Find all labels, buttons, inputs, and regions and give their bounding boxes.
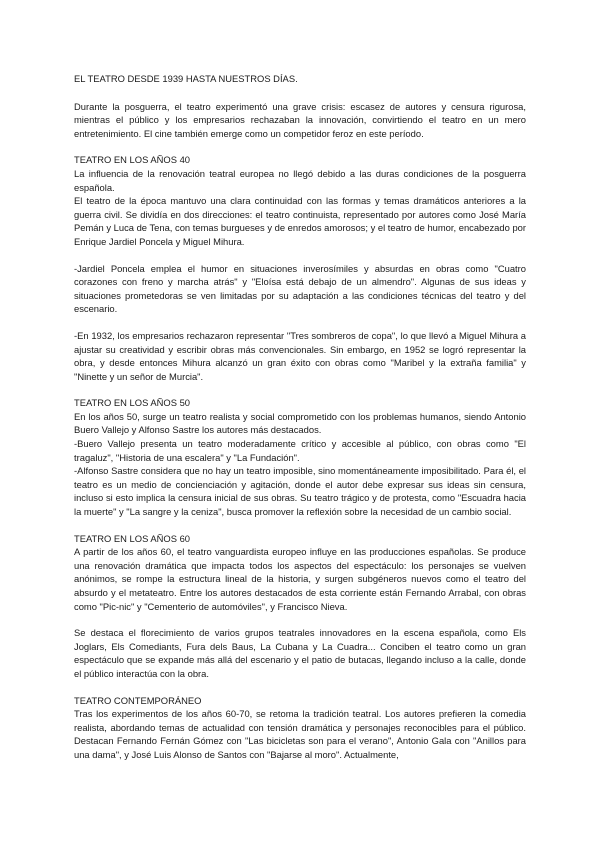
section-paragraph: -En 1932, los empresarios rechazaron representar "Tres sombreros de copa", lo que llevó a Miguel Mihura a ajustar su creatividad y escribir obras más convencionales. Sin embargo, en 1952 se logró representar la obra, y desde entonces Mihura alcanzó un gran éxito con obras como "Maribel y la extraña familia" y "Ninette y un señor de Murcia". [74, 329, 526, 382]
document-page [74, 72, 526, 775]
section-contemporary [74, 694, 526, 762]
section-50s [74, 396, 526, 518]
section-heading: TEATRO EN LOS AÑOS 60 [74, 532, 191, 544]
section-paragraph: -Alfonso Sastre considera que no hay un teatro imposible, sino momentáneamente imposibilitado. Para él, el teatro es un medio de concienciación y agitación, donde el autor debe expresar sus ideas sin censura, incluso si esto implica la censura inicial de sus obras. Su teatro trágico y de protesta, como "Escuadra hacia la muerte" y "La sangre y la ceniza", busca promover la reflexión sobre la necesidad de un cambio social. [74, 465, 526, 518]
section-paragraph: En los años 50, surge un teatro realista y social comprometido con los problemas humanos, siendo Antonio Buero Vallejo y Alfonso Sastre los autores más destacados. [74, 410, 526, 436]
section-paragraph: La influencia de la renovación teatral europea no llegó debido a las duras condiciones de la posguerra española. [74, 167, 526, 193]
section-heading: TEATRO EN LOS AÑOS 40 [74, 154, 191, 166]
section-heading: TEATRO EN LOS AÑOS 50 [74, 397, 191, 409]
section-paragraph: Se destaca el florecimiento de varios grupos teatrales innovadores en la escena española, como Els Joglars, Els Comediants, Fura dels Baus, La Cubana y La Cuadra... Conciben el teatro como un gran espectáculo que se expande más allá del escenario y el patio de butacas, llegando incluso a la calle, donde el público interactúa con la obra. [74, 627, 526, 679]
section-paragraph: A partir de los años 60, el teatro vanguardista europeo influye en las producciones españolas. Se produce una renovación dramática que impacta todos los aspectos del espectáculo: los personajes se vuelven anónimos, se rompe la estructura lineal de la historia, y surgen subgéneros nuevos como el teatro del absurdo y el metateatro. Entre los autores destacados de esta corriente están Fernando Arrabal, con obras como "Pic-nic" y "Cementerio de automóviles", y Francisco Nieva. [74, 546, 526, 612]
section-paragraph: -Buero Vallejo presenta un teatro moderadamente crítico y accesible al público, con obras como "El tragaluz", "Historia de una escalera" y "La Fundación". [74, 438, 526, 463]
section-60s [74, 532, 526, 681]
section-40s [74, 153, 526, 383]
intro-paragraph: Durante la posguerra, el teatro experimentó una grave crisis: escasez de autores y censura rigurosa, mientras el público y los empresarios rechazaban la innovación, convirtiendo el teatro en un mero entretenimiento. El cine también emerge como un competidor feroz en este período. [74, 100, 526, 139]
section-heading: TEATRO CONTEMPORÁNEO [74, 694, 202, 706]
document-title: EL TEATRO DESDE 1939 HASTA NUESTROS DÍAS. [74, 73, 298, 84]
section-paragraph: Tras los experimentos de los años 60-70, se retoma la tradición teatral. Los autores prefieren la comedia realista, abordando temas de actualidad con tensión dramática y personajes reconocibles para el público. Destacan Fernando Fernán Gómez con "Las bicicletas son para el verano", Antonio Gala con "Anillos para una dama", y José Luis Alonso de Santos con "Bajarse al moro". Actualmente, [74, 708, 526, 760]
section-paragraph: El teatro de la época mantuvo una clara continuidad con las formas y temas dramáticos anteriores a la guerra civil. Se dividía en dos direcciones: el teatro continuista, representado por autores como José María Pemán y Luca de Tena, con temas burgueses y de enredos amorosos; y el teatro de humor, encabezado por Enrique Jardiel Poncela y Miguel Mihura. [74, 195, 526, 247]
section-paragraph: -Jardiel Poncela emplea el humor en situaciones inverosímiles y absurdas en obras como "Cuatro corazones con freno y marcha atrás" y "Eloísa está debajo de un almendro". Algunas de sus ideas y situaciones prometedoras se ven limitadas por su adaptación a las condiciones técnicas del teatro y del escenario. [74, 262, 526, 315]
